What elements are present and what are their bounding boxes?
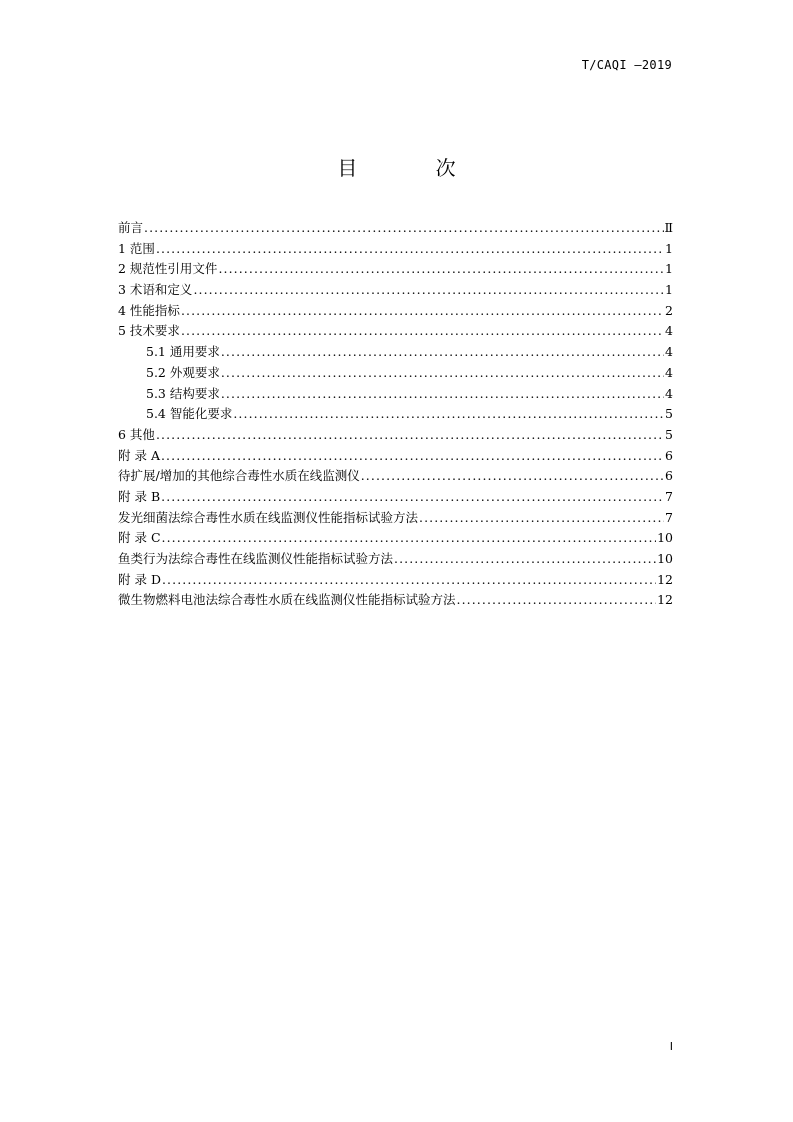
dot-leader [156,425,664,446]
toc-entry-foreword[interactable] [118,218,673,239]
dot-leader [162,528,657,549]
dot-leader [144,218,663,239]
toc-entry-structure-requirements[interactable] [118,384,673,405]
dot-leader [156,239,664,260]
toc-entry-label: 4 性能指标 [118,302,180,318]
toc-entry-label: 微生物燃料电池法综合毒性水质在线监测仪性能指标试验方法 [118,592,456,608]
table-of-contents [118,218,673,611]
toc-entry-page: 4 [665,364,673,380]
toc-entry-page: 6 [665,468,673,484]
toc-entry-label: 待扩展/增加的其他综合毒性水质在线监测仪 [118,468,360,484]
toc-entry-page: 1 [665,282,673,298]
toc-entry-technical-requirements[interactable] [118,321,673,342]
toc-entry-page: 4 [665,385,673,401]
dot-leader [181,321,664,342]
toc-entry-label: 附 录 B [118,488,161,504]
toc-entry-page: 5 [665,406,673,422]
dot-leader [233,404,664,425]
toc-entry-label: 附 录 D [118,571,161,587]
toc-entry-appendix-c[interactable] [118,528,673,549]
toc-entry-scope[interactable] [118,239,673,260]
toc-entry-page: 7 [665,488,673,504]
toc-entry-normative-references[interactable] [118,259,673,280]
toc-entry-appendix-a-title[interactable] [118,466,673,487]
toc-entry-general-requirements[interactable] [118,342,673,363]
toc-entry-label: 5.3 结构要求 [146,385,220,401]
document-id: T/CAQI —2019 [581,58,672,72]
toc-entry-label: 前言 [118,220,144,235]
toc-entry-page: 5 [665,426,673,442]
dot-leader [161,487,664,508]
toc-entry-appendix-b-title[interactable] [118,508,673,529]
toc-entry-terms-definitions[interactable] [118,280,673,301]
toc-entry-label: 附 录 A [118,447,160,463]
toc-entry-appendix-d-title[interactable] [118,590,673,611]
dot-leader [419,508,664,529]
toc-entry-appearance-requirements[interactable] [118,363,673,384]
toc-entry-page: 12 [657,571,673,587]
toc-entry-page: 7 [665,509,673,525]
toc-entry-page: 10 [657,551,673,566]
toc-entry-label: 附 录 C [118,530,161,546]
dot-leader [457,590,657,611]
dot-leader [218,259,664,280]
toc-entry-appendix-c-title[interactable] [118,549,673,570]
toc-entry-page: 4 [665,323,673,339]
dot-leader [162,570,656,591]
dot-leader [361,466,664,487]
toc-title: 目 次 [337,156,492,180]
toc-entry-label: 1 范围 [118,240,155,256]
dot-leader [181,301,664,322]
toc-entry-label: 3 术语和定义 [118,282,193,298]
toc-entry-page: 12 [657,592,673,608]
toc-entry-label: 6 其他 [118,426,155,442]
dot-leader [221,363,664,384]
toc-entry-label: 5.4 智能化要求 [146,406,233,422]
toc-entry-page: 1 [665,240,673,256]
toc-entry-page: Ⅱ [664,220,673,235]
toc-entry-intelligence-requirements[interactable] [118,404,673,425]
dot-leader [394,549,656,570]
toc-entry-appendix-b[interactable] [118,487,673,508]
toc-entry-label: 5.1 通用要求 [146,344,220,360]
toc-entry-label: 5 技术要求 [118,323,180,339]
dot-leader [161,446,664,467]
toc-entry-appendix-a[interactable] [118,446,673,467]
toc-entry-page: 10 [657,530,673,546]
toc-entry-page: 1 [665,261,673,277]
toc-entry-label: 2 规范性引用文件 [118,261,218,277]
toc-entry-page: 6 [665,447,673,463]
page-number: I [669,1040,673,1053]
toc-entry-others[interactable] [118,425,673,446]
toc-entry-performance-indicators[interactable] [118,301,673,322]
toc-entry-label: 发光细菌法综合毒性水质在线监测仪性能指标试验方法 [118,509,419,525]
dot-leader [221,384,664,405]
toc-entry-label: 鱼类行为法综合毒性在线监测仪性能指标试验方法 [118,551,394,566]
dot-leader [193,280,664,301]
toc-entry-page: 4 [665,344,673,360]
toc-entry-appendix-d[interactable] [118,570,673,591]
toc-entry-page: 2 [665,302,673,318]
dot-leader [221,342,664,363]
toc-entry-label: 5.2 外观要求 [146,364,220,380]
